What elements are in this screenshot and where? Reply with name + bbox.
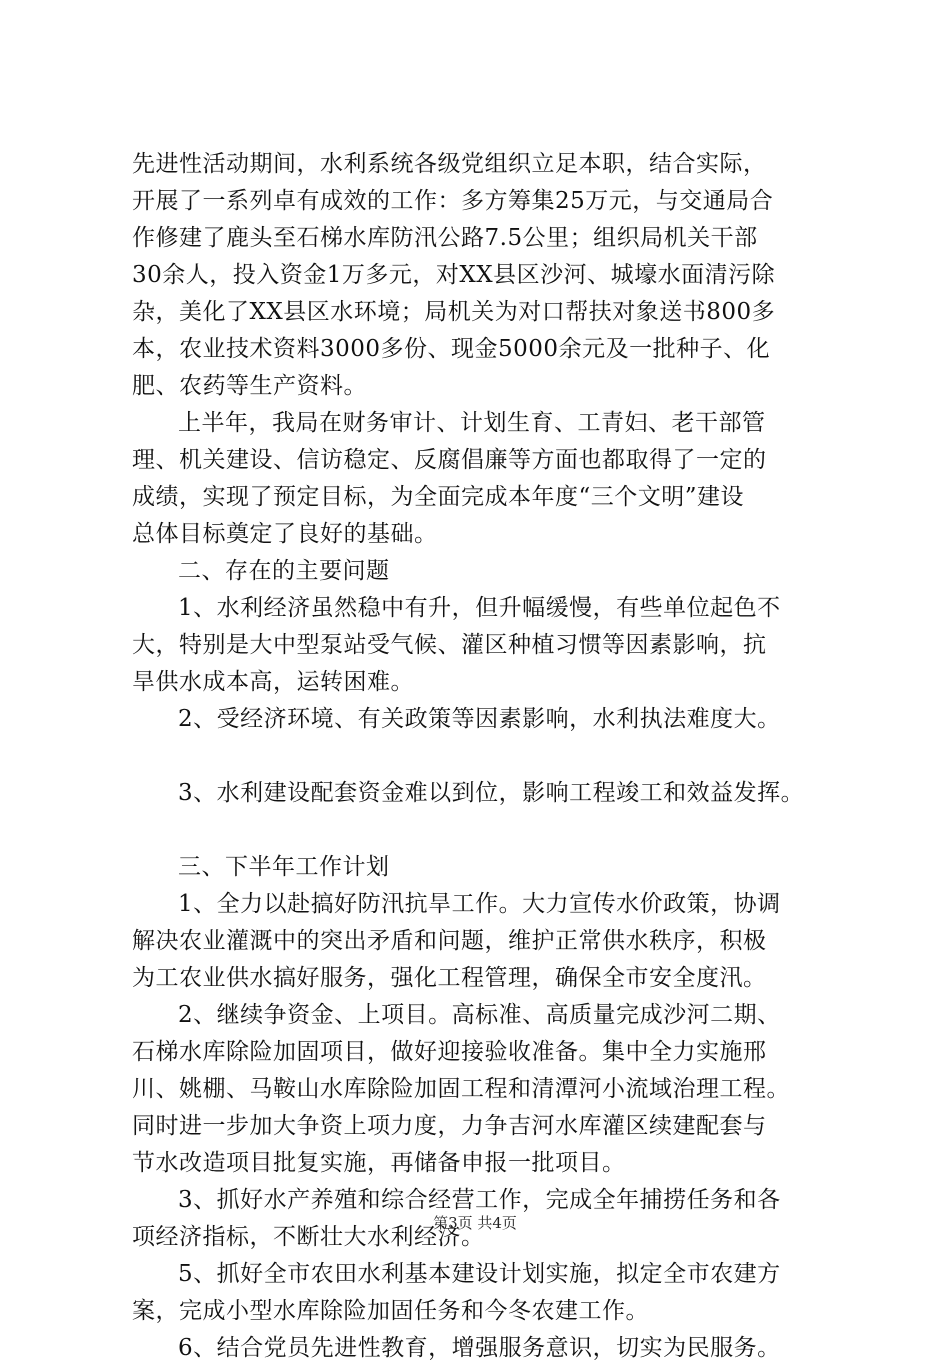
blank-line [132,812,832,849]
document-body [132,146,832,1367]
text-line: 旱供水成本高，运转困难。 [132,669,414,695]
text-line: 为工农业供水搞好服务，强化工程管理，确保全市安全度汛。 [132,965,767,991]
text-line: 开展了一系列卓有成效的工作：多方筹集25万元，与交通局合 [132,188,774,214]
text-line: 石梯水库除险加固项目，做好迎接验收准备。集中全力实施邢 [132,1039,767,1065]
section-heading: 三、下半年工作计划 [178,854,390,880]
paragraph-start-line: 6、结合党员先进性教育，增强服务意识，切实为民服务。 [178,1335,781,1361]
text-line: 川、姚棚、马鞍山水库除险加固工程和清潭河小流域治理工程。 [132,1076,790,1102]
text-line: 理、机关建设、信访稳定、反腐倡廉等方面也都取得了一定的 [132,447,767,473]
section-heading: 二、存在的主要问题 [178,558,390,584]
text-line: 本，农业技术资料3000多份、现金5000余元及一批种子、化 [132,336,771,362]
text-line: 总体目标奠定了良好的基础。 [132,521,438,547]
paragraph-start-line: 5、抓好全市农田水利基本建设计划实施，拟定全市农建方 [178,1261,781,1287]
blank-line [132,738,832,775]
paragraph-start-line: 2、受经济环境、有关政策等因素影响，水利执法难度大。 [178,706,781,732]
page-number-footer: 第3页 共4页 [433,1214,517,1232]
text-line: 大，特别是大中型泵站受气候、灌区种植习惯等因素影响，抗 [132,632,767,658]
text-line: 案，完成小型水库除险加固任务和今冬农建工作。 [132,1298,649,1324]
paragraph-start-line: 3、抓好水产养殖和综合经营工作，完成全年捕捞任务和各 [178,1187,781,1213]
paragraph-start-line: 1、水利经济虽然稳中有升，但升幅缓慢，有些单位起色不 [178,595,781,621]
text-line: 解决农业灌溉中的突出矛盾和问题，维护正常供水秩序，积极 [132,928,767,954]
text-line: 先进性活动期间，水利系统各级党组织立足本职，结合实际， [132,151,767,177]
text-line: 节水改造项目批复实施，再储备申报一批项目。 [132,1150,626,1176]
text-line: 成绩，实现了预定目标，为全面完成本年度“三个文明”建设 [132,484,745,510]
paragraph-start-line: 1、全力以赴搞好防汛抗旱工作。大力宣传水价政策，协调 [178,891,781,917]
paragraph-start-line: 3、水利建设配套资金难以到位，影响工程竣工和效益发挥。 [178,780,805,806]
text-line: 肥、农药等生产资料。 [132,373,367,399]
text-line: 杂，美化了XX县区水环境；局机关为对口帮扶对象送书800多 [132,299,776,325]
text-line: 30余人，投入资金1万多元，对XX县区沙河、城壕水面清污除 [132,262,776,288]
text-line: 项经济指标，不断壮大水利经济。 [132,1224,485,1250]
text-line: 作修建了鹿头至石梯水库防汛公路7.5公里；组织局机关干部 [132,225,758,251]
paragraph-start-line: 2、继续争资金、上项目。高标准、高质量完成沙河二期、 [178,1002,781,1028]
paragraph-start-line: 上半年，我局在财务审计、计划生育、工青妇、老干部管 [178,410,766,436]
text-line: 同时进一步加大争资上项力度，力争吉河水库灌区续建配套与 [132,1113,767,1139]
